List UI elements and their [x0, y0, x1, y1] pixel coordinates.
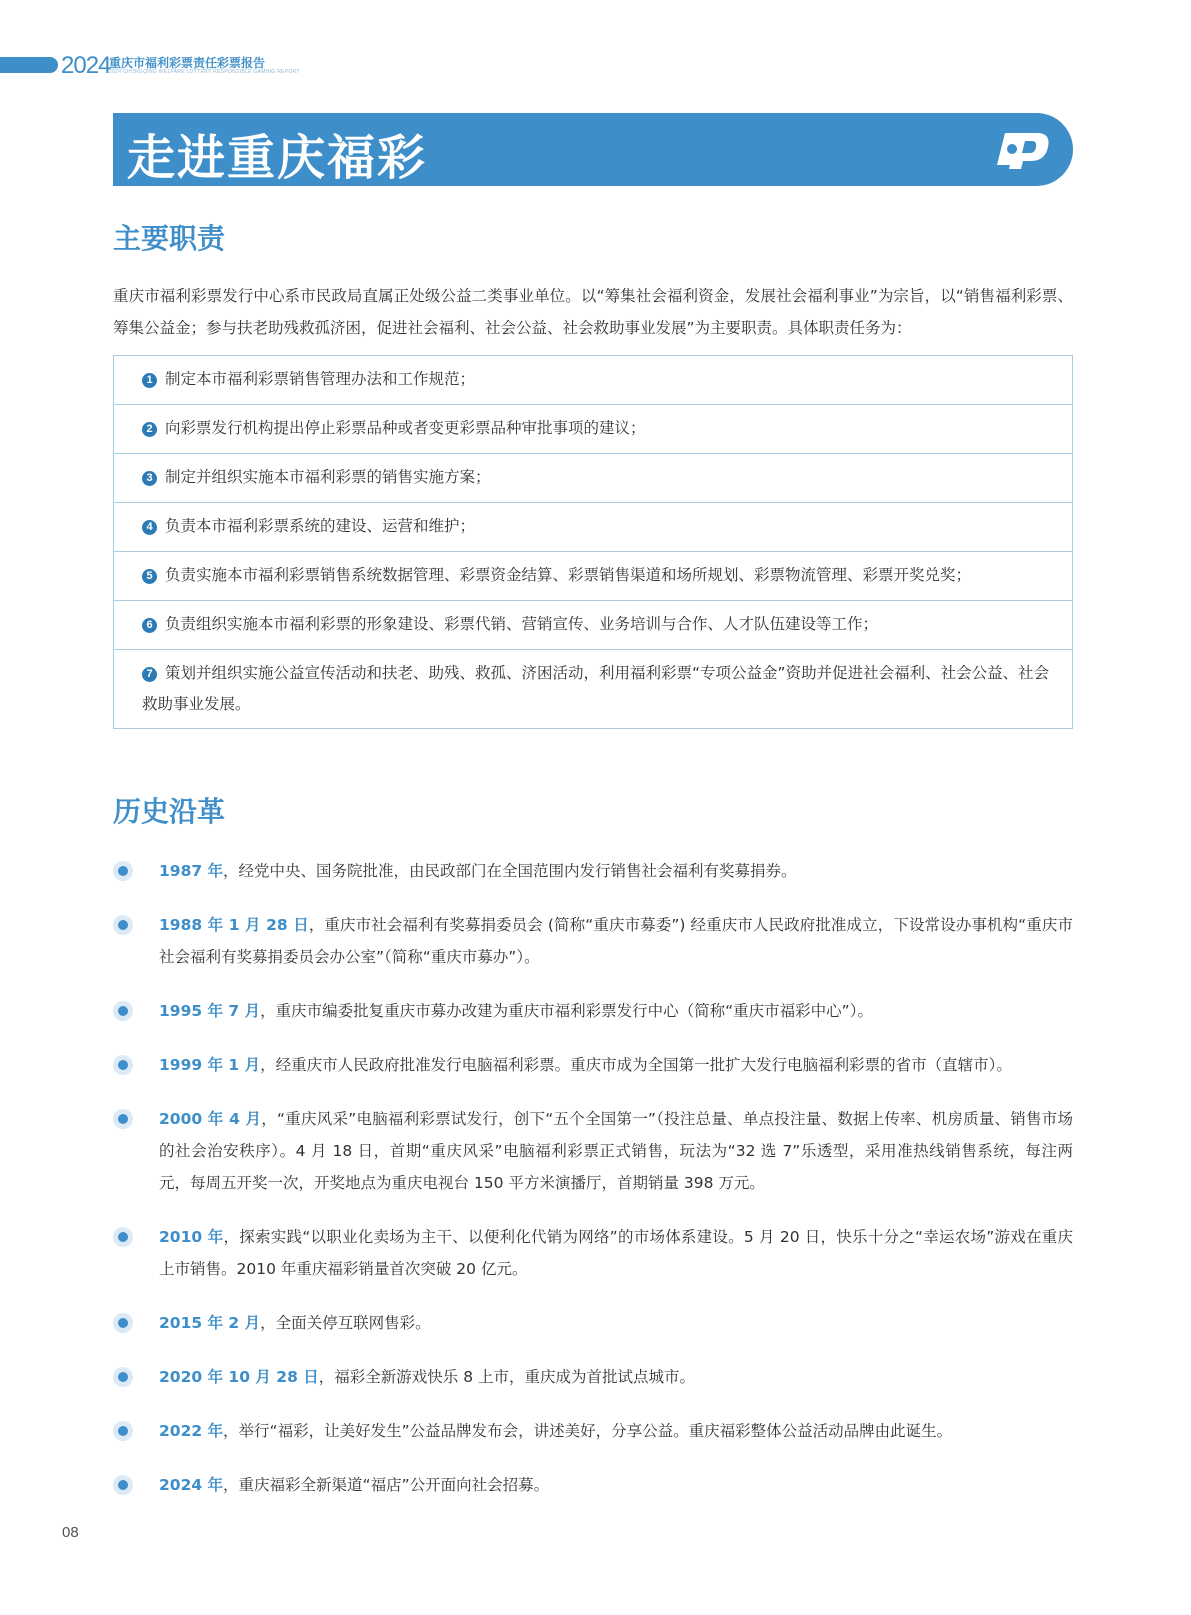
duty-text: 策划并组织实施公益宣传活动和扶老、助残、救孤、济困活动，利用福利彩票“专项公益金”资助并促进社会福利、社会公益、社会救助事业发展。: [142, 664, 1050, 713]
number-badge-icon: 3: [142, 471, 157, 486]
duties-list: [113, 355, 1073, 729]
timeline-text: ，重庆市编委批复重庆市募办改建为重庆市福利彩票发行中心（简称“重庆市福彩中心”）。: [260, 1002, 873, 1020]
timeline-text: ，举行“福彩，让美好发生”公益品牌发布会，讲述美好，分享公益。重庆福彩整体公益活动品牌由此诞生。: [223, 1422, 953, 1440]
duty-item: [114, 551, 1072, 600]
number-badge-icon: 2: [142, 422, 157, 437]
timeline-dot-icon: [113, 1001, 133, 1021]
timeline-dot-icon: [113, 1313, 133, 1333]
timeline-date: 2000 年 4 月: [159, 1110, 262, 1128]
timeline-date: 2015 年 2 月: [159, 1314, 261, 1332]
timeline-dot-icon: [113, 1367, 133, 1387]
header-report-subtitle: 2024 CHONGQING WELFARE LOTTERY RESPONSIBLE GAMING REPORT: [109, 69, 300, 75]
timeline-date: 2022 年: [159, 1422, 224, 1440]
timeline-item: [113, 1361, 1073, 1393]
duty-text: 制定并组织实施本市福利彩票的销售实施方案；: [165, 468, 491, 486]
duty-text: 向彩票发行机构提出停止彩票品种或者变更彩票品种审批事项的建议；: [165, 419, 646, 437]
timeline-item: [113, 1469, 1073, 1501]
timeline-dot-icon: [113, 915, 133, 935]
timeline-text: ，经党中央、国务院批准，由民政部门在全国范围内发行销售社会福利有奖募捐券。: [223, 862, 797, 880]
timeline-text: ，探索实践“以职业化卖场为主干、以便利化代销为网络”的市场体系建设。5 月 20 日，快乐十分之“幸运农场”游戏在重庆上市销售。2010 年重庆福彩销量首次突破 20 亿元。: [159, 1228, 1073, 1278]
duty-item: [114, 404, 1072, 453]
welfare-lottery-logo-icon: [995, 127, 1053, 171]
section-title-duties: 主要职责: [113, 222, 226, 255]
timeline-dot-icon: [113, 1421, 133, 1441]
banner-title: 走进重庆福彩: [127, 130, 428, 186]
timeline-text: ，福彩全新游戏快乐 8 上市，重庆成为首批试点城市。: [318, 1368, 695, 1386]
timeline-text: ，经重庆市人民政府批准发行电脑福利彩票。重庆市成为全国第一批扩大发行电脑福利彩票的省市（直辖市）。: [260, 1056, 1012, 1074]
timeline-date: 1988 年 1 月 28 日: [159, 916, 309, 934]
timeline-item: [113, 1103, 1073, 1199]
header-report-title: 重庆市福利彩票责任彩票报告: [109, 56, 266, 70]
timeline-dot-icon: [113, 1227, 133, 1247]
number-badge-icon: 7: [142, 667, 157, 682]
duty-item: [114, 649, 1072, 728]
timeline-date: 1987 年: [159, 862, 224, 880]
timeline-text: ，重庆福彩全新渠道“福店”公开面向社会招募。: [223, 1476, 550, 1494]
duty-item: [114, 453, 1072, 502]
section-title-history: 历史沿革: [113, 795, 226, 828]
timeline-item: [113, 1221, 1073, 1285]
timeline-item: [113, 1415, 1073, 1447]
duties-intro-paragraph: 重庆市福利彩票发行中心系市民政局直属正处级公益二类事业单位。以“筹集社会福利资金，发展社会福利事业”为宗旨，以“销售福利彩票、筹集公益金；参与扶老助残救孤济困，促进社会福利、社会公益、社会救助事业发展”为主要职责。具体职责任务为：: [113, 287, 1073, 337]
history-timeline: [113, 855, 1073, 1501]
timeline-item: [113, 855, 1073, 887]
duty-text: 负责本市福利彩票系统的建设、运营和维护；: [165, 517, 476, 535]
duty-item: [114, 502, 1072, 551]
timeline-dot-icon: [113, 861, 133, 881]
timeline-text: ，重庆市社会福利有奖募捐委员会 (简称“重庆市募委”) 经重庆市人民政府批准成立，下设常设办事机构“重庆市社会福利有奖募捐委员会办公室”（简称“重庆市募办”）。: [159, 916, 1073, 966]
duty-item: [114, 356, 1072, 404]
timeline-dot-icon: [113, 1475, 133, 1495]
duty-text: 制定本市福利彩票销售管理办法和工作规范；: [165, 370, 476, 388]
number-badge-icon: 4: [142, 520, 157, 535]
timeline-item: [113, 909, 1073, 973]
number-badge-icon: 5: [142, 569, 157, 584]
timeline-text: ，“重庆风采”电脑福利彩票试发行，创下“五个全国第一”（投注总量、单点投注量、数据上传率、机房质量、销售市场的社会治安秩序）。4 月 18 日，首期“重庆风采”电脑福利彩票正式销售，玩法为“32 选 7”乐透型，采用准热线销售系统，每注两元，每周五开奖一次，开奖地点为重庆电视台 150 平方米演播厅，首期销量 398 万元。: [159, 1110, 1073, 1192]
duty-item: [114, 600, 1072, 649]
timeline-dot-icon: [113, 1109, 133, 1129]
timeline-date: 2010 年: [159, 1228, 224, 1246]
duty-text: 负责实施本市福利彩票销售系统数据管理、彩票资金结算、彩票销售渠道和场所规划、彩票物流管理、彩票开奖兑奖；: [165, 566, 972, 584]
number-badge-icon: 1: [142, 373, 157, 388]
header-year: 2024: [61, 52, 111, 79]
timeline-date: 1999 年 1 月: [159, 1056, 261, 1074]
page-number: 08: [62, 1524, 79, 1541]
timeline-item: [113, 1049, 1073, 1081]
timeline-date: 2020 年 10 月 28 日: [159, 1368, 319, 1386]
number-badge-icon: 6: [142, 618, 157, 633]
timeline-text: ，全面关停互联网售彩。: [260, 1314, 431, 1332]
timeline-item: [113, 1307, 1073, 1339]
timeline-date: 2024 年: [159, 1476, 224, 1494]
timeline-dot-icon: [113, 1055, 133, 1075]
duty-text: 负责组织实施本市福利彩票的形象建设、彩票代销、营销宣传、业务培训与合作、人才队伍建设等工作；: [165, 615, 879, 633]
timeline-date: 1995 年 7 月: [159, 1002, 261, 1020]
section-banner: [113, 113, 1073, 186]
header-accent-bar: [0, 57, 58, 73]
timeline-item: [113, 995, 1073, 1027]
